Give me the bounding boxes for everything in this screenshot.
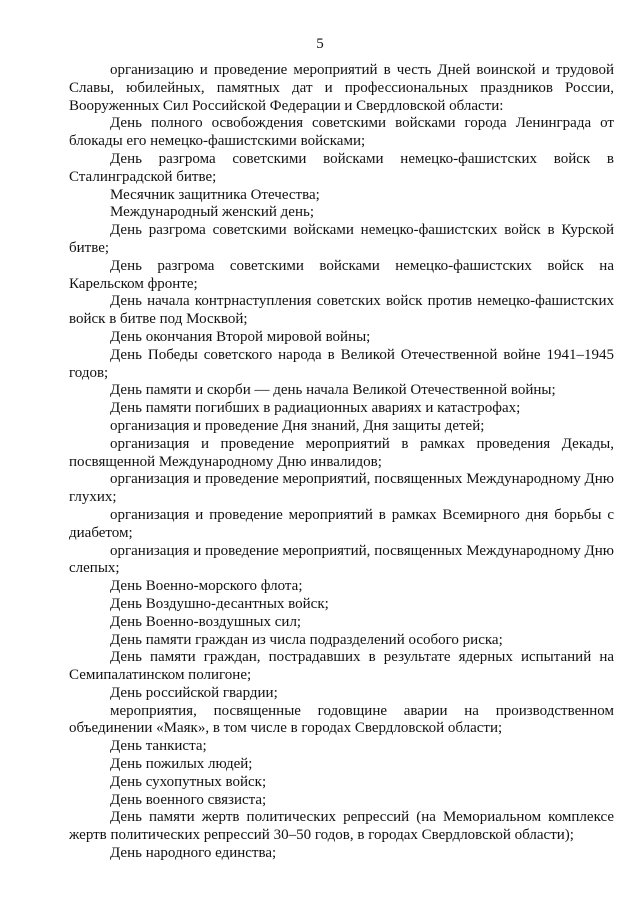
paragraph: День Воздушно-десантных войск; bbox=[110, 595, 329, 612]
paragraph: День памяти и скорби — день начала Великой Отечественной войны; bbox=[110, 382, 556, 399]
paragraph: День Победы советского народа в Великой Отечественной войне 1941–1945 годов; bbox=[69, 346, 614, 381]
paragraph: организация и проведение мероприятий, посвященных Международному Дню слепых; bbox=[69, 542, 614, 577]
paragraph: День Военно-воздушных сил; bbox=[110, 613, 302, 630]
paragraph: День разгрома советскими войсками немецко-фашистских войск в Курской битве; bbox=[69, 222, 614, 256]
paragraph: День военного связиста; bbox=[110, 791, 267, 808]
paragraph: День пожилых людей; bbox=[110, 756, 253, 773]
paragraph: организация и проведение Дня знаний, Дня защиты детей; bbox=[110, 417, 485, 434]
document-body bbox=[69, 62, 614, 863]
paragraph: День разгрома советскими войсками немецко-фашистских войск в Сталинградской битве; bbox=[69, 150, 614, 185]
page-number: 5 bbox=[316, 36, 324, 52]
paragraph: День разгрома советскими войсками немецко-фашистских войск на Карельском фронте; bbox=[69, 257, 614, 292]
paragraph: Месячник защитника Отечества; bbox=[110, 186, 320, 203]
paragraph: День памяти погибших в радиационных авариях и катастрофах; bbox=[110, 400, 521, 417]
paragraph: День Военно-морского флота; bbox=[110, 578, 303, 595]
paragraph: День памяти граждан из числа подразделений особого риска; bbox=[110, 631, 503, 648]
paragraph: организация и проведение мероприятий, посвященных Международному Дню глухих; bbox=[69, 471, 614, 506]
paragraph: День памяти граждан, пострадавших в результате ядерных испытаний на Семипалатинском полигоне; bbox=[69, 649, 614, 684]
paragraph: День памяти жертв политических репрессий (на Мемориальном комплексе жертв политических репрессий 30–50 годов, в городах Свердловской области); bbox=[69, 809, 614, 844]
paragraph: День начала контрнаступления советских войск против немецко-фашистских войск в битве под Москвой; bbox=[69, 293, 614, 328]
paragraph: День окончания Второй мировой войны; bbox=[110, 328, 371, 345]
paragraph: организация и проведение мероприятий в рамках проведения Декады, посвященной Международному Дню инвалидов; bbox=[69, 435, 614, 470]
paragraph: День полного освобождения советскими войсками города Ленинграда от блокады его немецко-фашистскими войсками; bbox=[69, 115, 614, 150]
paragraph: День народного единства; bbox=[110, 845, 277, 862]
paragraph: организацию и проведение мероприятий в честь Дней воинской и трудовой Славы, юбилейных, памятных дат и профессиональных праздников России, Вооруженных Сил Российской Федерации и Свердловской области: bbox=[69, 62, 614, 114]
paragraph: День сухопутных войск; bbox=[110, 773, 267, 790]
paragraph: организация и проведение мероприятий в рамках Всемирного дня борьбы с диабетом; bbox=[69, 506, 614, 541]
paragraph: Международный женский день; bbox=[110, 204, 314, 221]
paragraph: День танкиста; bbox=[110, 738, 207, 755]
paragraph: День российской гвардии; bbox=[110, 684, 278, 701]
paragraph: мероприятия, посвященные годовщине аварии на производственном объединении «Маяк», в том числе в городах Свердловской области; bbox=[69, 702, 614, 737]
